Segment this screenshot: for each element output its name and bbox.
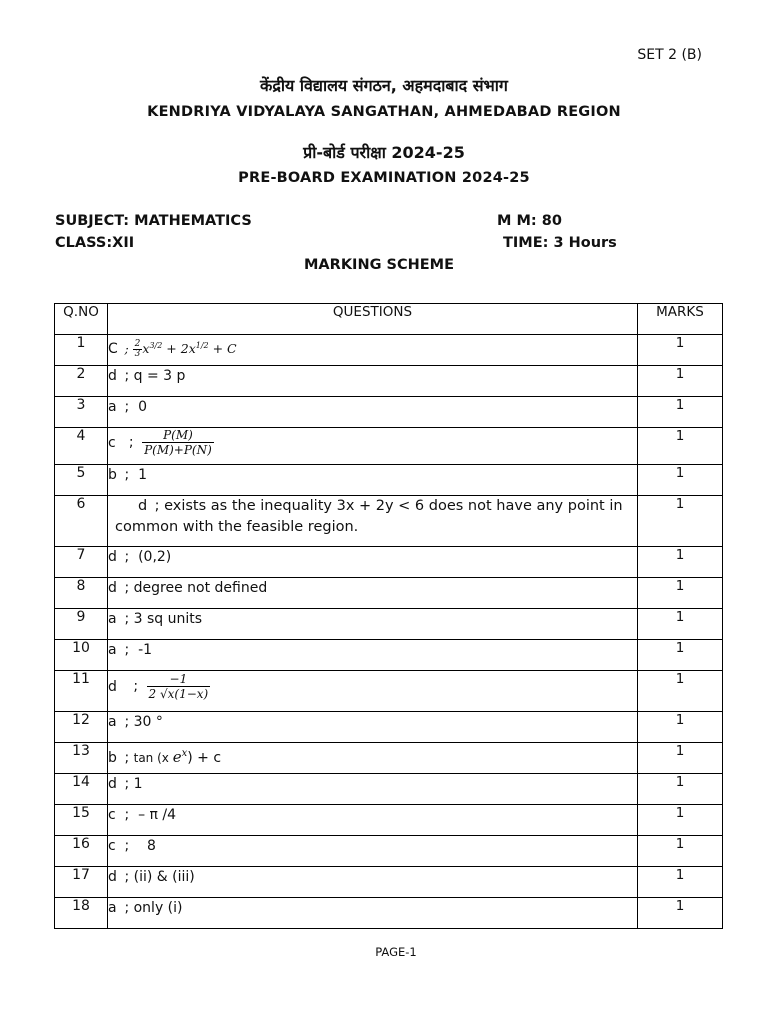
question-number: 17 <box>55 867 108 898</box>
table-row <box>55 428 723 465</box>
header-questions: QUESTIONS <box>108 304 638 335</box>
table-row <box>55 640 723 671</box>
table-row <box>55 397 723 428</box>
answer-text: ; (0,2) <box>124 549 172 565</box>
answer-text: ; 1 <box>124 467 147 483</box>
answer-cell <box>108 397 638 428</box>
answer-cell <box>108 898 638 929</box>
question-number: 18 <box>55 898 108 929</box>
answer-fraction <box>147 672 211 701</box>
org-title-hindi: केंद्रीय विद्यालय संगठन, अहमदाबाद संभाग <box>260 76 508 95</box>
marks-value: 1 <box>638 898 723 929</box>
table-row <box>55 805 723 836</box>
marks-value: 1 <box>638 640 723 671</box>
answer-separator: ; <box>124 434 134 451</box>
answer-cell <box>108 609 638 640</box>
answer-text: ; 30 ° <box>124 714 163 730</box>
question-number: 15 <box>55 805 108 836</box>
question-number: 8 <box>55 578 108 609</box>
answer-option: C <box>108 341 118 358</box>
table-row <box>55 465 723 496</box>
question-number: 11 <box>55 671 108 712</box>
answer-text: ; q = 3 p <box>124 368 186 384</box>
table-row <box>55 496 723 547</box>
answer-option: d <box>138 498 148 514</box>
answer-cell <box>108 428 638 465</box>
header-marks: MARKS <box>638 304 723 335</box>
question-number: 12 <box>55 712 108 743</box>
marks-value: 1 <box>638 496 723 547</box>
marking-scheme-heading: MARKING SCHEME <box>304 257 454 273</box>
answer-cell <box>108 496 638 547</box>
answer-math: ; tan (x $e^x) + c$ <box>124 748 222 766</box>
answer-cell <box>108 335 638 366</box>
question-number: 13 <box>55 743 108 774</box>
fraction-denominator: 2 √x(1−x) <box>148 687 209 701</box>
answer-text: ; exists as the inequality 3x + 2y < 6 does not have any point in common with the feasible region. <box>115 498 623 535</box>
answer-cell <box>108 743 638 774</box>
question-number: 16 <box>55 836 108 867</box>
answer-cell <box>108 836 638 867</box>
answer-option: a <box>108 399 117 415</box>
table-row <box>55 335 723 366</box>
answer-cell <box>108 774 638 805</box>
answer-text: ; -1 <box>124 642 153 658</box>
answer-option: b <box>108 750 117 766</box>
answer-separator: ; <box>124 678 139 695</box>
table-header-row <box>55 304 723 335</box>
subject-label: SUBJECT: MATHEMATICS <box>55 213 252 229</box>
answer-option: d <box>108 580 117 596</box>
question-number: 14 <box>55 774 108 805</box>
question-number: 7 <box>55 547 108 578</box>
answer-math: ; $\frac{2}{3}$ $x^{3/2} + 2x^{1/2} + C$ <box>124 339 237 360</box>
question-number: 3 <box>55 397 108 428</box>
table-row <box>55 578 723 609</box>
answer-option: a <box>108 611 117 627</box>
marks-value: 1 <box>638 366 723 397</box>
question-number: 4 <box>55 428 108 465</box>
org-title-english: KENDRIYA VIDYALAYA SANGATHAN, AHMEDABAD REGION <box>147 104 621 120</box>
fraction-denominator: P(M)+P(N) <box>144 443 212 457</box>
marks-value: 1 <box>638 428 723 465</box>
marks-value: 1 <box>638 836 723 867</box>
table-row <box>55 867 723 898</box>
question-number: 1 <box>55 335 108 366</box>
marks-value: 1 <box>638 547 723 578</box>
answer-option: d <box>108 776 117 792</box>
answer-cell <box>108 671 638 712</box>
answer-option: d <box>108 678 117 695</box>
table-row <box>55 743 723 774</box>
marks-value: 1 <box>638 578 723 609</box>
max-marks-label: M M: 80 <box>497 213 562 229</box>
answer-text: ; only (i) <box>124 900 183 916</box>
marks-value: 1 <box>638 712 723 743</box>
answer-option: a <box>108 642 117 658</box>
header-qno: Q.NO <box>55 304 108 335</box>
answer-cell <box>108 465 638 496</box>
answer-cell <box>108 547 638 578</box>
exam-title-english: PRE-BOARD EXAMINATION 2024-25 <box>238 170 530 186</box>
marks-value: 1 <box>638 774 723 805</box>
answer-option: c <box>108 807 116 823</box>
answer-text: ; – π /4 <box>124 807 177 823</box>
marks-value: 1 <box>638 609 723 640</box>
time-label: TIME: 3 Hours <box>503 235 617 251</box>
answer-option: a <box>108 714 117 730</box>
table-row <box>55 836 723 867</box>
answer-text: ; degree not defined <box>124 580 268 596</box>
answer-cell <box>108 712 638 743</box>
class-label: CLASS:XII <box>55 235 135 251</box>
answer-text: ; 0 <box>124 399 147 415</box>
answer-option: a <box>108 900 117 916</box>
marks-value: 1 <box>638 465 723 496</box>
answer-option: b <box>108 467 117 483</box>
answer-option: c <box>108 838 116 854</box>
question-number: 5 <box>55 465 108 496</box>
question-number: 9 <box>55 609 108 640</box>
answer-cell <box>108 578 638 609</box>
table-row <box>55 366 723 397</box>
marks-value: 1 <box>638 335 723 366</box>
question-number: 6 <box>55 496 108 547</box>
table-row <box>55 671 723 712</box>
table-row <box>55 712 723 743</box>
answer-option: d <box>108 869 117 885</box>
answer-cell <box>108 640 638 671</box>
marks-value: 1 <box>638 743 723 774</box>
answer-option: d <box>108 549 117 565</box>
answer-cell <box>108 366 638 397</box>
marks-value: 1 <box>638 671 723 712</box>
marks-value: 1 <box>638 805 723 836</box>
set-label: SET 2 (B) <box>637 47 702 63</box>
answer-text: ; 1 <box>124 776 143 792</box>
fraction-numerator: −1 <box>169 672 188 686</box>
answer-cell <box>108 867 638 898</box>
answer-fraction <box>142 428 214 457</box>
fraction-numerator: P(M) <box>163 428 193 442</box>
table-row <box>55 774 723 805</box>
answer-text: ; 8 <box>124 838 156 854</box>
exam-title-hindi: प्री-बोर्ड परीक्षा 2024-25 <box>303 143 465 162</box>
answer-text: ; (ii) & (iii) <box>124 869 195 885</box>
answer-text: ; 3 sq units <box>124 611 203 627</box>
table-row <box>55 609 723 640</box>
table-row <box>55 898 723 929</box>
marks-value: 1 <box>638 867 723 898</box>
answer-cell <box>108 805 638 836</box>
marks-value: 1 <box>638 397 723 428</box>
answer-table <box>54 303 723 929</box>
question-number: 2 <box>55 366 108 397</box>
answer-option: c <box>108 434 116 451</box>
table-row <box>55 547 723 578</box>
page-number: PAGE-1 <box>375 945 417 959</box>
question-number: 10 <box>55 640 108 671</box>
answer-option: d <box>108 368 117 384</box>
